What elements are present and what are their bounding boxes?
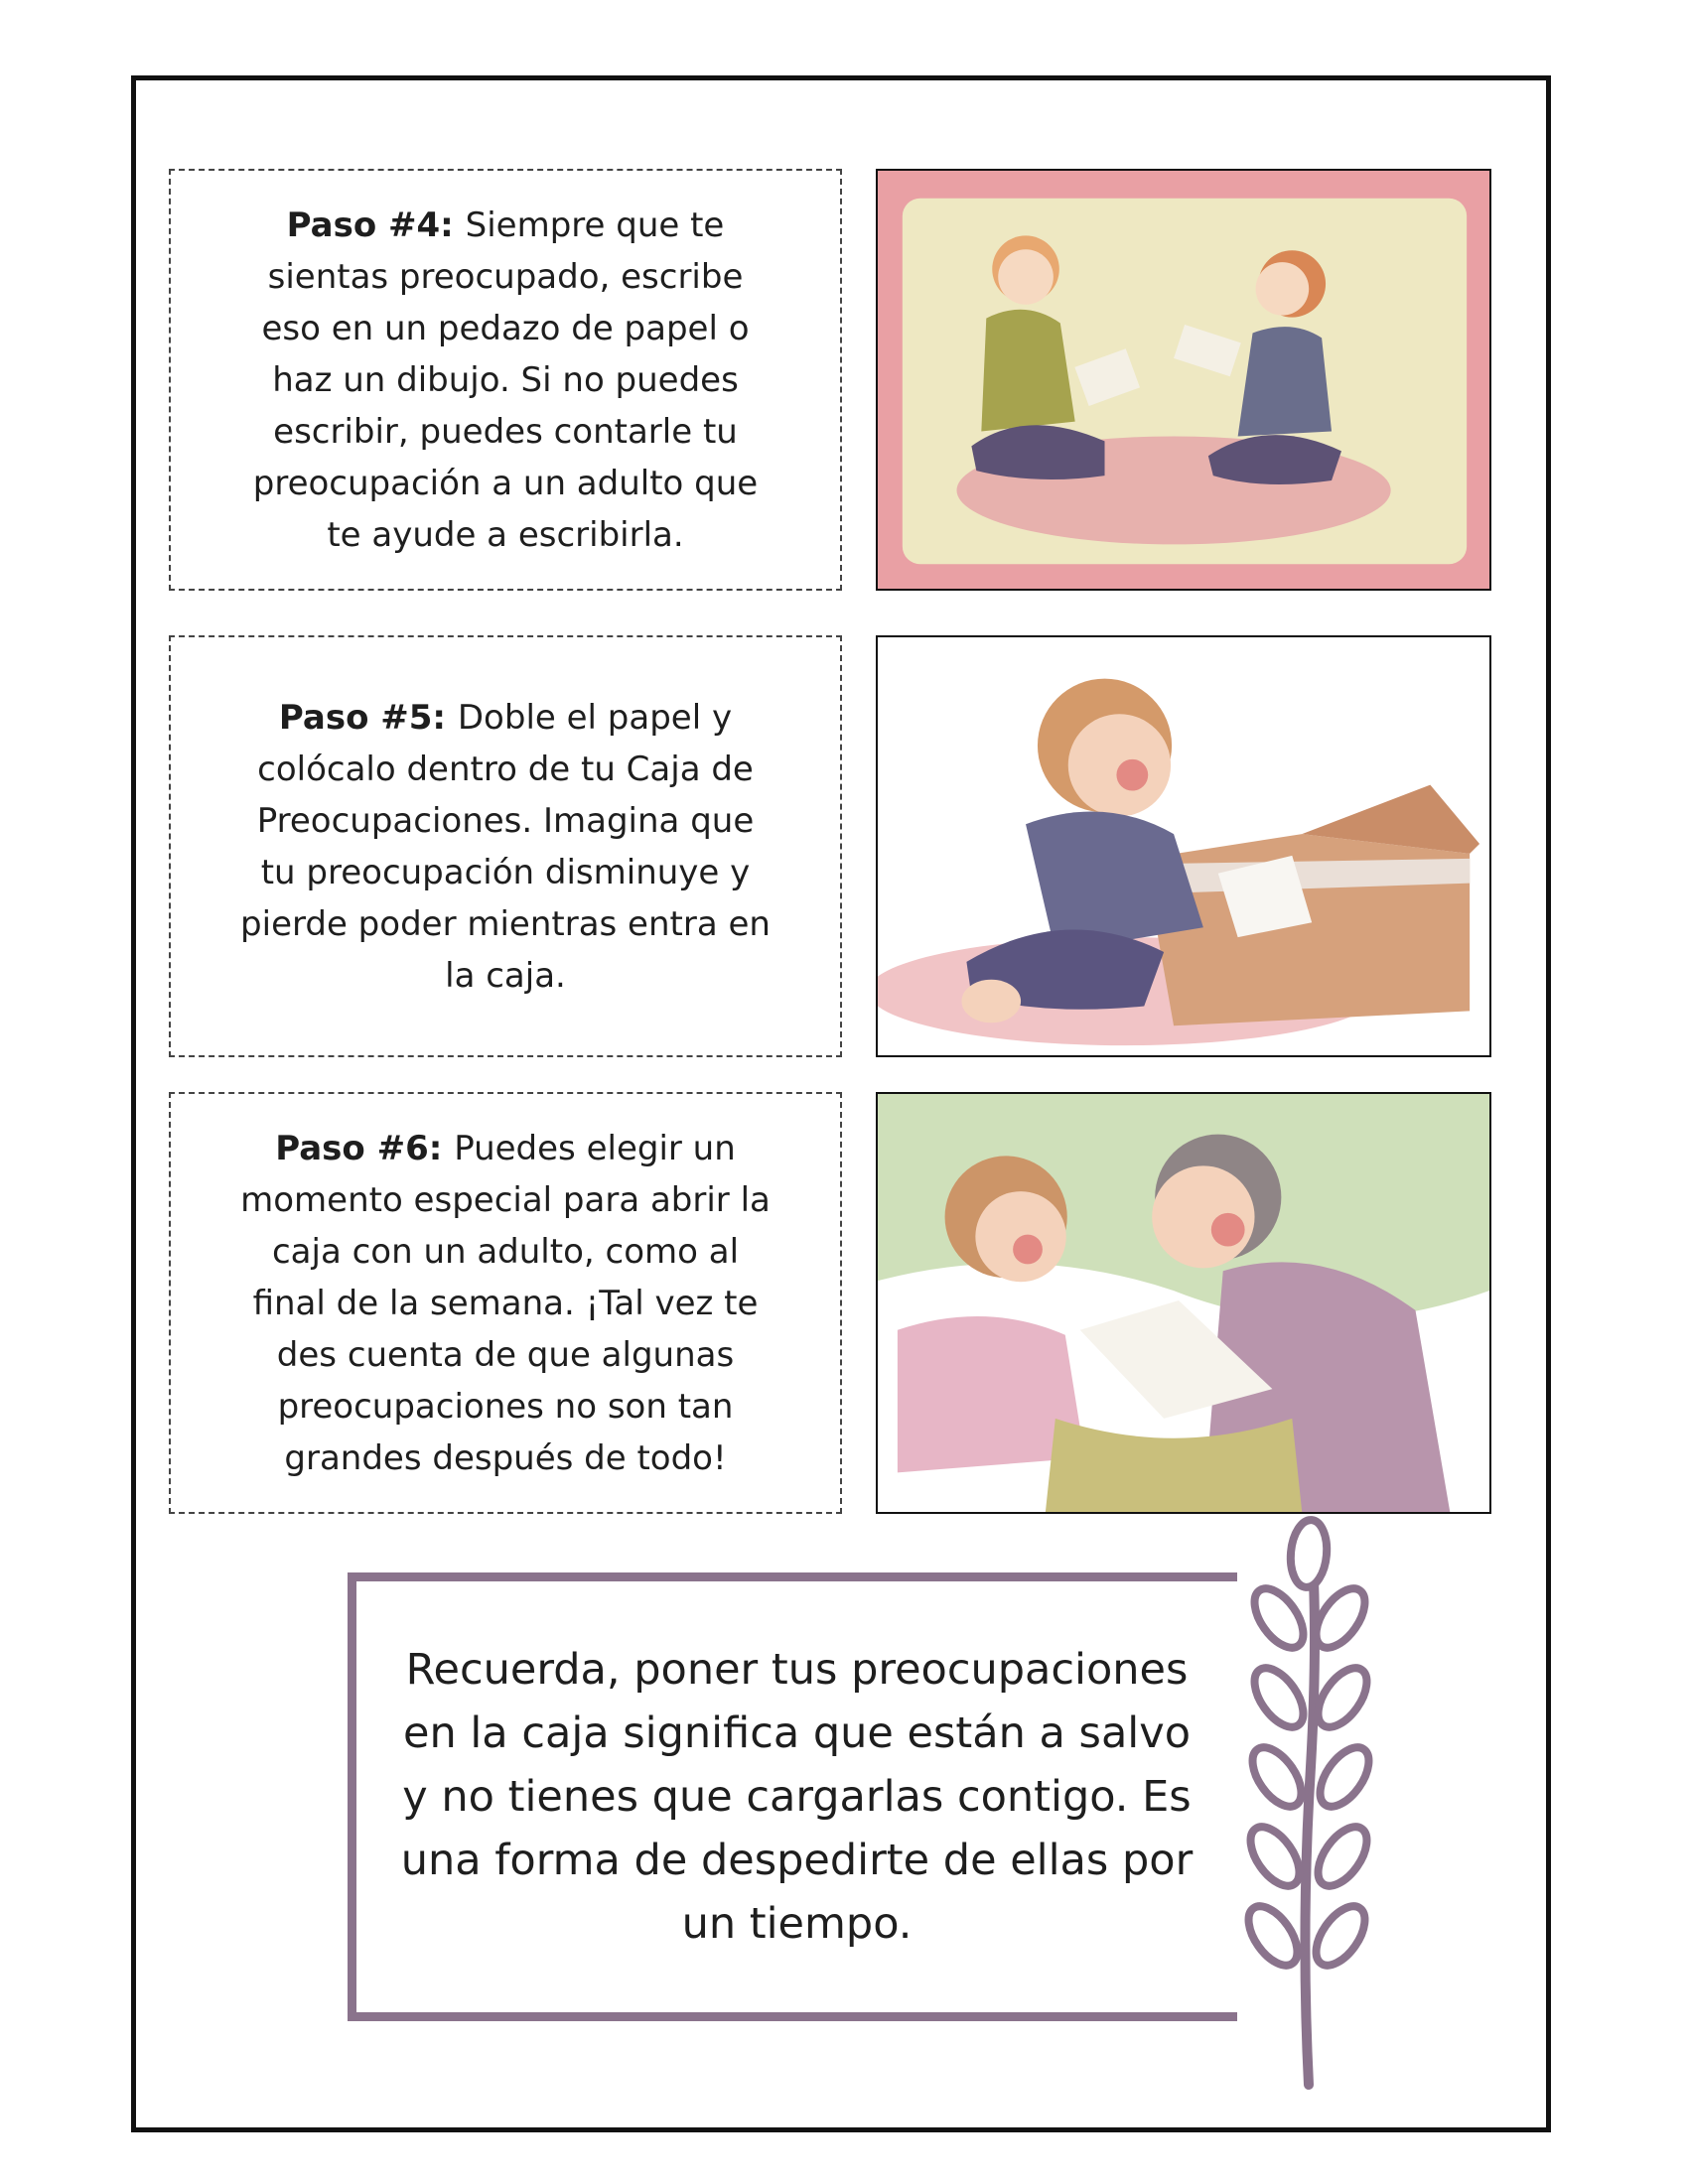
step-5-box — [169, 635, 842, 1057]
step-5-body: Doble el papel y colócalo dentro de tu Caja de Preocupaciones. Imagina que tu preocupación disminuye y pierde poder mientras entra en la caja. — [240, 697, 771, 996]
reminder-box — [348, 1572, 1237, 2021]
step-6-body: Puedes elegir un momento especial para abrir la caja con un adulto, como al final de la semana. ¡Tal vez te des cuenta de que algunas preocupaciones no son tan grandes después de todo! — [240, 1128, 771, 1478]
step-4-title: Paso #4: — [286, 205, 466, 245]
step-6-title: Paso #6: — [275, 1128, 455, 1168]
step-4-text-block — [240, 200, 771, 561]
step-5-illustration — [876, 635, 1491, 1057]
step-4-illustration — [876, 169, 1491, 591]
reminder-text: Recuerda, poner tus preocupaciones en la caja significa que están a salvo y no tienes que cargarlas contigo. Es una forma de despedirte de ellas por un tiempo. — [400, 1645, 1194, 1949]
step-5-title: Paso #5: — [278, 697, 458, 738]
step-6-box — [169, 1092, 842, 1514]
step-6-illustration — [876, 1092, 1491, 1514]
step-4-body: Siempre que te sientas preocupado, escribe eso en un pedazo de papel o haz un dibujo. Si no puedes escribir, puedes contarle tu preocupación a un adulto que te ayude a escribirla. — [252, 205, 759, 555]
step-6-text-block — [240, 1123, 771, 1484]
step-4-box — [169, 169, 842, 591]
step-5-text-block — [240, 692, 771, 1002]
lavender-sprig-icon — [1231, 1509, 1380, 2095]
